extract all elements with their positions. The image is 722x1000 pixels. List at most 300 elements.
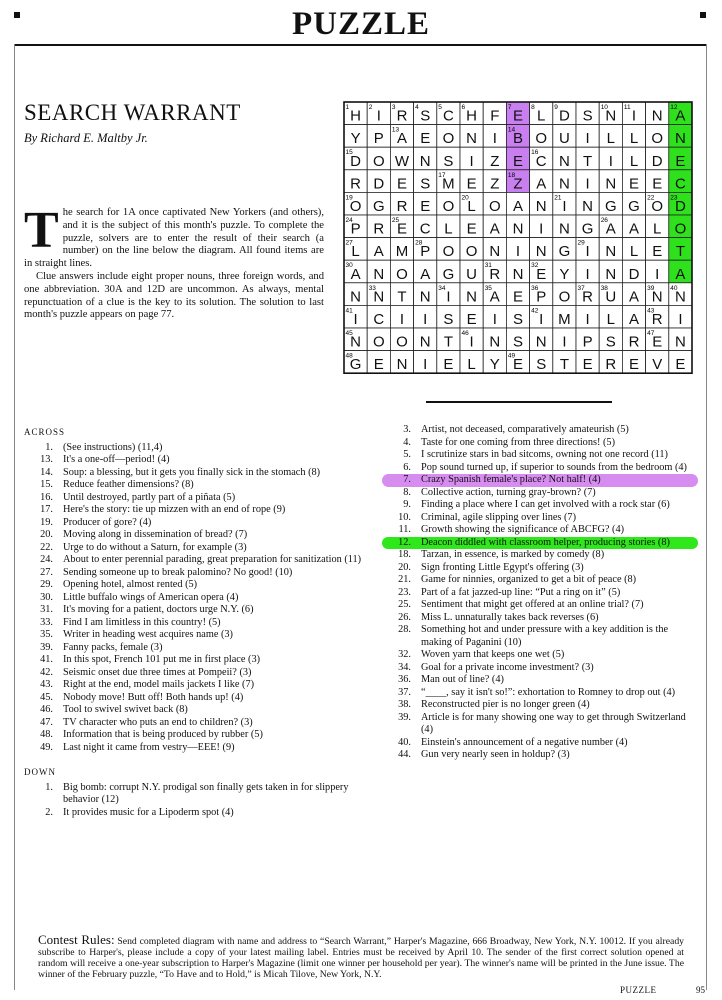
clue-text: “____, say it isn't so!”: exhortation to Romney to drop out (4) xyxy=(421,686,676,698)
cell-letter: T xyxy=(397,288,407,306)
cell-letter: I xyxy=(539,220,544,238)
clue-item xyxy=(24,454,364,467)
cell-number: 41 xyxy=(345,307,353,315)
clue-number: 44. xyxy=(398,749,411,760)
cell-letter: P xyxy=(350,220,361,238)
clue-text: Reconstructed pier is no longer green (4) xyxy=(421,699,590,710)
clue-text: Big bomb: corrupt N.Y. prodigal son finally gets taken in for slippery behavior (12) xyxy=(63,781,349,805)
clue-text: TV character who puts an end to children? (3) xyxy=(63,716,253,728)
cell-letter: W xyxy=(394,152,410,170)
intro-text xyxy=(24,202,324,322)
cell-letter: S xyxy=(605,333,616,351)
cell-letter: E xyxy=(628,175,640,193)
header-rule xyxy=(14,44,706,46)
cell-letter: P xyxy=(420,243,431,261)
cell-number: 39 xyxy=(647,284,655,292)
clue-number: 4. xyxy=(403,436,411,448)
clue-number: 29. xyxy=(40,579,53,590)
clue-text: Here's the story: tie up mizzen with an end of rope (9) xyxy=(63,504,286,515)
cell-letter: S xyxy=(512,311,524,328)
cell-number: 14 xyxy=(507,126,516,134)
cell-number: 35 xyxy=(484,284,492,292)
across-heading: ACROSS xyxy=(24,427,66,437)
cell-letter: D xyxy=(373,175,385,193)
clue-text: Gun very nearly seen in holdup? (3) xyxy=(421,749,570,760)
clue-text: Collective action, turning gray-brown? (7) xyxy=(421,486,596,498)
cell-letter: O xyxy=(674,220,687,238)
clue-number: 39. xyxy=(398,711,411,723)
cell-letter: A xyxy=(628,311,640,328)
clue-number: 12. xyxy=(398,536,411,548)
clue-item xyxy=(382,462,698,475)
cell-letter: N xyxy=(605,175,617,193)
cell-letter: I xyxy=(655,265,660,283)
cell-letter: T xyxy=(675,243,685,261)
cell-letter: L xyxy=(467,356,476,374)
clue-number: 1. xyxy=(45,781,53,793)
cell-letter: I xyxy=(353,311,358,328)
cell-letter: G xyxy=(372,198,385,215)
cell-letter: C xyxy=(419,220,431,238)
cell-letter: E xyxy=(582,356,593,374)
cell-letter: D xyxy=(628,265,640,283)
cell-number: 2 xyxy=(368,104,373,111)
cell-letter: O xyxy=(651,130,664,148)
cell-letter: E xyxy=(652,175,663,193)
clue-text: Something hot and under pressure with a key addition is the making of Paganini (10) xyxy=(421,624,669,648)
clue-number: 1. xyxy=(45,441,53,453)
cell-letter: O xyxy=(396,265,408,283)
footer-section-label: PUZZLE xyxy=(620,985,657,995)
cell-number: 21 xyxy=(554,194,562,202)
clue-item xyxy=(24,717,364,730)
clue-text: Fanny packs, female (3) xyxy=(63,641,163,653)
cell-number: 24 xyxy=(345,217,353,224)
clue-number: 5. xyxy=(403,449,411,460)
cell-letter: L xyxy=(629,243,639,261)
cell-letter: R xyxy=(396,107,408,125)
across-clue-list xyxy=(24,442,364,755)
cell-letter: P xyxy=(582,333,593,351)
clue-text: Sending someone up to break palomino? No good! (10) xyxy=(63,566,293,578)
clue-number: 38. xyxy=(398,699,411,710)
cell-letter: H xyxy=(350,107,362,125)
clue-number: 37. xyxy=(398,686,411,698)
cell-letter: I xyxy=(423,356,428,374)
cell-letter: A xyxy=(489,288,500,306)
cell-letter: R xyxy=(582,288,594,306)
cell-letter: U xyxy=(466,265,478,283)
clue-item xyxy=(382,499,698,512)
clue-text: Information that is being produced by rubber (5) xyxy=(63,729,263,740)
cell-letter: I xyxy=(585,175,590,193)
cell-letter: E xyxy=(466,220,477,238)
cell-letter: N xyxy=(419,288,431,306)
clue-number: 39. xyxy=(40,641,53,653)
clue-text: Article is for many showing one way to get through Switzerland (4) xyxy=(421,711,686,735)
clue-text: Right at the end, model mails jackets I like (7) xyxy=(63,679,255,690)
cell-letter: G xyxy=(558,243,571,261)
right-margin-rule xyxy=(706,44,707,990)
cell-number: 12 xyxy=(670,104,678,111)
cell-letter: N xyxy=(558,152,570,170)
clue-number: 14. xyxy=(40,466,53,478)
cell-number: 40 xyxy=(670,284,678,292)
clue-number: 34. xyxy=(398,661,411,673)
cell-number: 37 xyxy=(577,284,585,292)
cell-letter: O xyxy=(442,243,455,261)
cell-letter: E xyxy=(466,175,477,193)
cell-letter: S xyxy=(512,333,524,351)
cell-letter: N xyxy=(489,243,501,261)
cell-number: 32 xyxy=(531,262,539,270)
clue-item xyxy=(24,467,364,480)
cell-letter: O xyxy=(442,198,455,215)
cell-letter: Z xyxy=(513,175,523,193)
cell-number: 48 xyxy=(345,352,353,360)
clue-number: 13. xyxy=(40,454,53,465)
cell-letter: P xyxy=(536,288,547,306)
clue-text: Moving along in dissemination of bread? (7) xyxy=(63,529,248,540)
down-clue-list-right xyxy=(382,424,698,762)
clue-item xyxy=(24,604,364,617)
clue-item xyxy=(382,612,698,625)
clue-text: It's moving for a patient, doctors urge N.Y. (6) xyxy=(63,604,254,615)
clue-number: 31. xyxy=(40,604,53,615)
clue-item xyxy=(382,524,698,537)
cell-letter: E xyxy=(512,288,524,306)
cell-letter: C xyxy=(442,107,454,125)
cell-letter: A xyxy=(675,107,686,125)
cell-number: 8 xyxy=(531,104,535,111)
cell-number: 27 xyxy=(345,239,353,247)
crossword-grid[interactable] xyxy=(343,101,695,381)
cell-letter: C xyxy=(674,175,686,193)
cell-letter: E xyxy=(675,356,686,374)
clue-number: 20. xyxy=(40,529,53,540)
clue-item xyxy=(382,662,698,675)
cell-number: 28 xyxy=(415,239,423,247)
clue-number: 47. xyxy=(40,716,53,728)
clue-item xyxy=(382,512,698,525)
cell-number: 11 xyxy=(623,104,631,111)
clue-text: It's a one-off—period! (4) xyxy=(63,454,170,465)
cell-letter: R xyxy=(350,175,362,193)
cell-number: 9 xyxy=(554,104,558,111)
cell-letter: E xyxy=(443,356,454,374)
clue-item xyxy=(382,562,698,575)
cell-letter: S xyxy=(536,356,547,374)
cell-letter: U xyxy=(558,130,570,148)
clue-text: Tarzan, in essence, is marked by comedy (8) xyxy=(421,549,605,560)
cell-letter: Y xyxy=(489,356,500,374)
clue-item xyxy=(382,574,698,587)
cell-letter: T xyxy=(443,333,453,351)
cell-letter: S xyxy=(443,152,454,170)
cell-letter: E xyxy=(652,333,663,351)
cell-number: 10 xyxy=(600,104,608,111)
clue-text: Until destroyed, partly part of a piñata (5) xyxy=(63,491,236,503)
cell-letter: I xyxy=(631,107,637,125)
drop-cap: T xyxy=(24,202,59,259)
clue-item xyxy=(24,579,364,592)
clue-item xyxy=(382,437,698,450)
cell-letter: O xyxy=(372,152,385,170)
left-margin-rule xyxy=(14,44,15,990)
cell-letter: G xyxy=(628,198,640,215)
cell-letter: N xyxy=(535,333,547,351)
cell-letter: O xyxy=(396,333,408,351)
cell-number: 4 xyxy=(415,104,419,111)
clue-item xyxy=(382,449,698,462)
contest-rules-text: Send completed diagram with name and address to “Search Warrant,” Harper's Magazine, 666 Broadway, New York, N.Y. 10012. If you already subscribe to Harper's, please include a copy of your latest mailing label. Entries must be received by April 10. The sender of the first correct solution opened at random will receive a one-year subscription to Harper's Magazine (limit one winner per household per year). The winner's name will be printed in the June issue. The winner of the February puzzle, “To Have and to Hold,” is Micah Tilove, New York, N.Y. xyxy=(38,936,685,980)
clue-text: Writer in heading west acquires name (3) xyxy=(63,629,233,640)
cell-number: 20 xyxy=(461,194,469,202)
cell-letter: I xyxy=(469,152,474,170)
cell-letter: N xyxy=(674,288,686,306)
cell-letter: N xyxy=(350,333,362,351)
clue-text: Seismic onset due three times at Pompeii? (3) xyxy=(63,666,252,678)
cell-letter: O xyxy=(651,198,664,215)
cell-letter: O xyxy=(372,333,385,351)
clue-text: Urge to do without a Saturn, for example (3) xyxy=(63,541,247,553)
clue-text: Opening hotel, almost rented (5) xyxy=(63,579,198,590)
clue-text: Man out of line? (4) xyxy=(421,674,504,685)
cell-letter: L xyxy=(653,220,662,238)
cell-letter: L xyxy=(444,220,453,238)
clue-number: 17. xyxy=(40,504,53,515)
clue-text: Game for ninnies, organized to get a bit of peace (8) xyxy=(421,574,637,585)
cell-letter: N xyxy=(605,243,617,261)
clue-item xyxy=(24,667,364,680)
cell-letter: S xyxy=(443,311,454,328)
cell-number: 31 xyxy=(484,262,492,270)
cell-letter: I xyxy=(399,311,405,328)
cell-letter: L xyxy=(351,243,360,261)
cell-letter: O xyxy=(535,130,548,148)
clue-item xyxy=(24,567,364,580)
cell-letter: M xyxy=(558,311,571,328)
cell-number: 19 xyxy=(345,194,353,202)
byline: By Richard E. Maltby Jr. xyxy=(24,131,148,145)
cell-number: 38 xyxy=(600,284,608,292)
clue-text: Artist, not deceased, comparatively amateurish (5) xyxy=(421,424,629,435)
cell-letter: N xyxy=(651,107,663,125)
cell-letter: E xyxy=(652,243,663,261)
cell-letter: I xyxy=(585,311,590,328)
clue-number: 2. xyxy=(45,806,53,818)
cell-number: 6 xyxy=(461,104,466,111)
clue-text: Woven yarn that keeps one wet (5) xyxy=(421,649,565,660)
cell-letter: D xyxy=(350,152,362,170)
cell-letter: Y xyxy=(559,265,570,283)
cell-letter: I xyxy=(423,311,428,328)
cell-letter: E xyxy=(420,198,431,215)
clue-number: 32. xyxy=(398,649,411,660)
cell-letter: O xyxy=(488,198,501,215)
cell-letter: S xyxy=(420,175,431,193)
clue-text: I scrutinize stars in bad sitcoms, owning not one record (11) xyxy=(421,449,668,460)
cell-letter: O xyxy=(465,243,478,261)
answer-line[interactable] xyxy=(426,401,612,403)
cell-letter: D xyxy=(674,198,686,215)
clue-number: 33. xyxy=(40,616,53,628)
clue-number: 36. xyxy=(398,674,411,685)
down-clue-list-left xyxy=(24,782,364,820)
cell-letter: A xyxy=(675,265,686,283)
cell-letter: N xyxy=(373,265,385,283)
clue-text: Sign fronting Little Egypt's offering (3) xyxy=(421,561,584,573)
cell-letter: N xyxy=(512,220,524,238)
clue-number: 49. xyxy=(40,741,53,753)
clue-text: Criminal, agile slipping over lines (7) xyxy=(421,511,576,523)
cell-letter: I xyxy=(585,265,590,283)
clue-text: Growth showing the significance of ABCFG? (4) xyxy=(421,524,625,535)
cell-letter: N xyxy=(512,265,524,283)
clue-number: 21. xyxy=(398,574,411,585)
clue-number: 15. xyxy=(40,479,53,490)
cell-letter: S xyxy=(582,107,593,125)
clue-item xyxy=(24,742,364,755)
clue-item xyxy=(24,782,364,807)
cell-letter: A xyxy=(628,288,640,306)
cell-number: 1 xyxy=(345,104,350,111)
down-heading: DOWN xyxy=(24,767,56,777)
cell-letter: N xyxy=(466,288,478,306)
clue-number: 9. xyxy=(403,499,411,510)
intro-paragraph-1 xyxy=(24,202,324,271)
cell-letter: N xyxy=(674,130,686,148)
clue-item xyxy=(382,424,698,437)
cell-number: 22 xyxy=(647,194,655,202)
clues-right-column xyxy=(382,424,698,762)
clue-number: 45. xyxy=(40,691,53,703)
cell-letter: E xyxy=(512,107,524,125)
cell-letter: O xyxy=(558,288,571,306)
clue-item xyxy=(24,529,364,542)
cell-number: 29 xyxy=(577,239,585,247)
clue-text: Taste for one coming from three directions! (5) xyxy=(421,436,615,448)
cell-letter: M xyxy=(442,175,455,193)
cell-letter: N xyxy=(651,288,663,306)
clue-item xyxy=(382,674,698,687)
cell-letter: N xyxy=(350,288,362,306)
clue-number: 46. xyxy=(40,704,53,715)
clue-number: 19. xyxy=(40,516,53,528)
cell-letter: A xyxy=(605,220,616,238)
clues-left-column xyxy=(24,424,364,819)
cell-letter: O xyxy=(442,130,455,148)
clue-number: 6. xyxy=(403,461,411,473)
clue-item xyxy=(382,487,698,500)
clue-item xyxy=(382,537,698,550)
cell-letter: A xyxy=(396,130,408,148)
intro-paragraph-1-text: he search for 1A once captivated New Yorkers (and others), and it is the subject of this month's puzzle. To complete the puzzle, solvers are to enter the result of their search (a number) on the line below the diagram. All found items are in straight lines. xyxy=(24,207,324,270)
cell-letter: R xyxy=(628,333,640,351)
clue-item xyxy=(24,442,364,455)
cell-letter: I xyxy=(585,130,590,148)
cell-letter: G xyxy=(604,198,617,215)
clue-item xyxy=(24,479,364,492)
cell-letter: G xyxy=(581,220,594,238)
cell-letter: B xyxy=(512,130,524,148)
cell-number: 46 xyxy=(461,330,469,337)
cell-letter: I xyxy=(376,107,381,125)
cell-letter: E xyxy=(675,152,686,170)
clue-item xyxy=(382,749,698,762)
clue-text: Miss L. unnaturally takes back reverses (6) xyxy=(421,611,599,623)
clue-number: 24. xyxy=(40,554,53,565)
page-number: 95 xyxy=(696,985,705,995)
clue-item xyxy=(24,592,364,605)
clue-item xyxy=(24,517,364,530)
cell-letter: N xyxy=(396,356,408,374)
cell-letter: E xyxy=(536,265,547,283)
clue-number: 43. xyxy=(40,679,53,690)
cell-number: 26 xyxy=(600,217,608,224)
cell-letter: Y xyxy=(350,130,361,148)
cell-letter: I xyxy=(562,333,567,351)
clue-number: 20. xyxy=(398,561,411,573)
cell-letter: A xyxy=(420,265,431,283)
clue-item xyxy=(24,504,364,517)
clue-item xyxy=(24,642,364,655)
clue-number: 30. xyxy=(40,591,53,603)
cell-letter: G xyxy=(349,356,362,374)
cell-letter: E xyxy=(466,311,477,328)
clue-item xyxy=(382,624,698,649)
cell-letter: A xyxy=(536,175,547,193)
clue-text: Find I am limitless in this country! (5) xyxy=(63,616,221,628)
cell-number: 34 xyxy=(438,284,446,292)
cell-letter: V xyxy=(652,356,663,374)
cell-number: 16 xyxy=(531,149,539,157)
clue-text: In this spot, French 101 put me in first place (3) xyxy=(63,654,261,665)
clue-item xyxy=(24,807,364,820)
cell-letter: P xyxy=(373,130,384,148)
clue-text: Einstein's announcement of a negative number (4) xyxy=(421,736,628,748)
cell-number: 18 xyxy=(507,171,516,179)
cell-letter: I xyxy=(562,198,567,215)
cell-letter: I xyxy=(469,333,474,351)
clue-number: 10. xyxy=(398,511,411,523)
cell-letter: I xyxy=(446,288,451,306)
cell-letter: L xyxy=(467,198,476,215)
cell-number: 23 xyxy=(670,194,678,202)
cell-letter: O xyxy=(349,198,362,215)
clue-text: Crazy Spanish female's place? Not half! (4) xyxy=(421,474,601,485)
cell-letter: L xyxy=(606,130,615,148)
clue-text: Goal for a private income investment? (3) xyxy=(421,661,594,673)
cell-number: 33 xyxy=(368,284,376,292)
cell-letter: N xyxy=(558,220,570,238)
cell-letter: D xyxy=(558,107,570,125)
cell-number: 49 xyxy=(507,352,516,360)
clue-item xyxy=(24,679,364,692)
cell-number: 42 xyxy=(531,307,539,315)
clue-number: 25. xyxy=(398,599,411,610)
clue-item xyxy=(24,729,364,742)
cell-letter: A xyxy=(350,265,361,283)
cell-letter: N xyxy=(558,175,570,193)
cell-letter: N xyxy=(489,333,501,351)
cell-letter: E xyxy=(512,356,524,374)
clue-text: Nobody move! Butt off! Both hands up! (4) xyxy=(63,691,244,703)
cell-number: 7 xyxy=(507,104,512,111)
clue-item xyxy=(382,599,698,612)
clue-number: 42. xyxy=(40,666,53,678)
cell-letter: A xyxy=(489,220,500,238)
